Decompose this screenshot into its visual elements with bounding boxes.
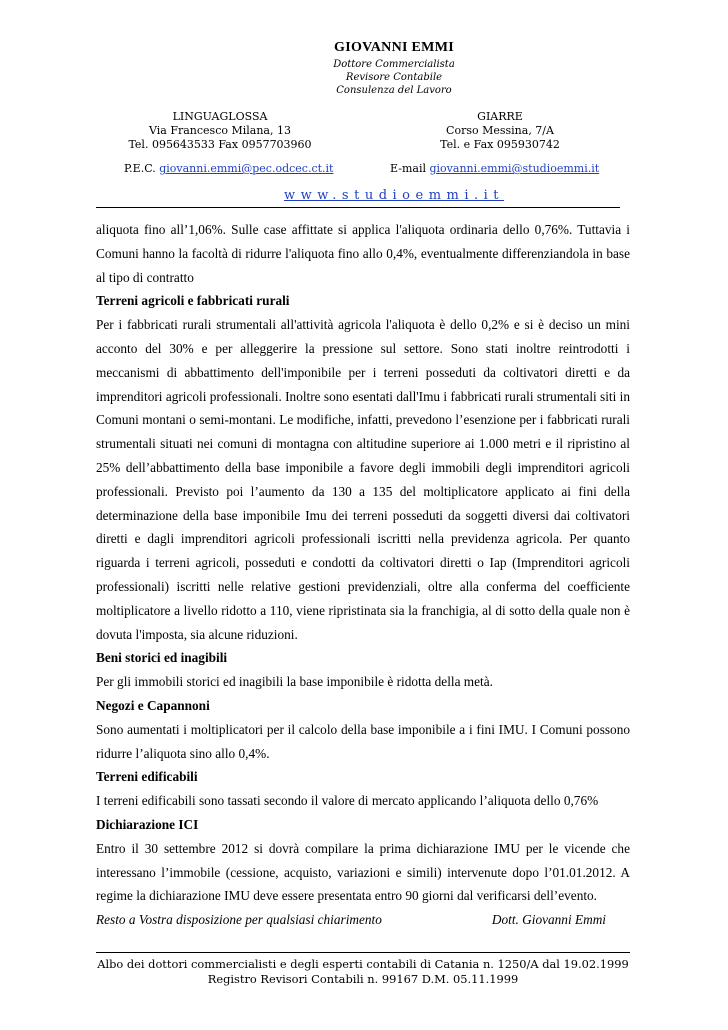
signature: Dott. Giovanni Emmi <box>491 912 606 928</box>
footer-divider <box>96 952 630 953</box>
paragraph: I terreni edificabili sono tassati secondo il valore di mercato applicando l’aliquota dello 0,76% <box>96 793 599 809</box>
office-city: LINGUAGLOSSA <box>172 110 268 123</box>
header-divider <box>96 207 620 208</box>
website-link[interactable]: www.studioemmi.it <box>283 188 505 203</box>
office-address: Via Francesco Milana, 13 <box>149 124 291 137</box>
office-phone: Tel. e Fax 095930742 <box>440 138 560 151</box>
section-heading: Terreni agricoli e fabbricati rurali <box>96 293 290 309</box>
paragraph: Entro il 30 settembre 2012 si dovrà compilare la prima dichiarazione IMU per le vicende che interessano l’immobile (cessione, acquisto, variazioni e simili) intervenute dopo l’01.01.2012. A regime la dichiarazione IMU deve essere presentata entro 90 giorni dal verificarsi dell’evento. <box>96 840 630 904</box>
pec-email-link[interactable]: giovanni.emmi@pec.odcec.ct.it <box>159 162 334 175</box>
section-heading: Terreni edificabili <box>96 769 198 785</box>
footer <box>96 957 630 987</box>
email-link[interactable]: giovanni.emmi@studioemmi.it <box>429 162 600 175</box>
office-city: GIARRE <box>477 110 523 123</box>
office-giarre <box>400 110 600 152</box>
header-title-3: Consulenza del Lavoro <box>336 85 452 96</box>
paragraph: aliquota fino all’1,06%. Sulle case affittate si applica l'aliquota ordinaria dello 0,76%. Tuttavia i Comuni hanno la facoltà di ridurre l'aliquota fino allo 0,4%, eventualmente differenziandola in base al tipo di contratto <box>96 222 630 285</box>
pec-label: P.E.C. <box>124 162 160 175</box>
paragraph: Per gli immobili storici ed inagibili la base imponibile è ridotta della metà. <box>96 674 493 690</box>
paragraph: Per i fabbricati rurali strumentali all'attività agricola l'aliquota è dello 0,2% e si è deciso un mini acconto del 30% e per alleggerire la pressione sul settore. Sono stati inoltre reintrodotti i meccanismi di abbattimento dell'imponibile per i terreni posseduti da coltivatori diretti e da imprenditori agricoli professionali. Inoltre sono esentati dall'Imu i fabbricati rurali strumentali siti in Comuni montani o semi-montani. Le modifiche, infatti, prevedono l’esenzione per i fabbricati rurali strumentali situati nei comuni di montagna con altitudine superiore ai 1.000 metri e il ripristino al 25% dell’abbattimento della base imponibile a favore degli immobili degli imprenditori agricoli professionali. Previsto poi l’aumento da 130 a 135 del moltiplicatore applicato ai fini della determinazione della base imponibile Imu dei terreni posseduti da soggetti diversi dai coltivatori diretti e dagli imprenditori agricoli professionali iscritti nella previdenza agricola. Per quanto riguarda i terreni agricoli, posseduti e condotti da coltivatori diretti o Iap (Imprenditori agricoli professionali) iscritti nelle relative gestioni previdenziali, oltre alla conferma del coefficiente moltiplicatore a livello ridotto a 110, viene ripristinata sia la franchigia, al di sotto della quale non è dovuta l'imposta, sia alcune riduzioni. <box>96 317 630 642</box>
footer-line-1: Albo dei dottori commercialisti e degli esperti contabili di Catania n. 1250/A dal 19.02.1999 <box>97 957 629 971</box>
document-body <box>96 218 630 932</box>
header-title-2: Revisore Contabile <box>345 72 443 83</box>
section-heading: Negozi e Capannoni <box>96 697 210 713</box>
section-heading: Dichiarazione ICI <box>96 816 199 832</box>
office-linguaglossa <box>100 110 340 152</box>
paragraph: Sono aumentati i moltiplicatori per il calcolo della base imponibile a i fini IMU. I Comuni possono ridurre l’aliquota sino allo 0,4%. <box>96 721 630 761</box>
office-address: Corso Messina, 7/A <box>446 124 554 137</box>
header-title-1: Dottore Commercialista <box>333 59 455 70</box>
section-heading: Beni storici ed inagibili <box>96 650 228 666</box>
closing-line <box>96 908 630 932</box>
office-phone: Tel. 095643533 Fax 0957703960 <box>128 138 312 151</box>
header-name: GIOVANNI EMMI <box>334 40 454 55</box>
footer-line-2: Registro Revisori Contabili n. 99167 D.M. 05.11.1999 <box>207 972 519 986</box>
pec-contact <box>124 162 333 175</box>
closing-text: Resto a Vostra disposizione per qualsiasi chiarimento <box>96 912 382 928</box>
email-contact <box>390 162 599 175</box>
email-label: E-mail <box>390 162 430 175</box>
